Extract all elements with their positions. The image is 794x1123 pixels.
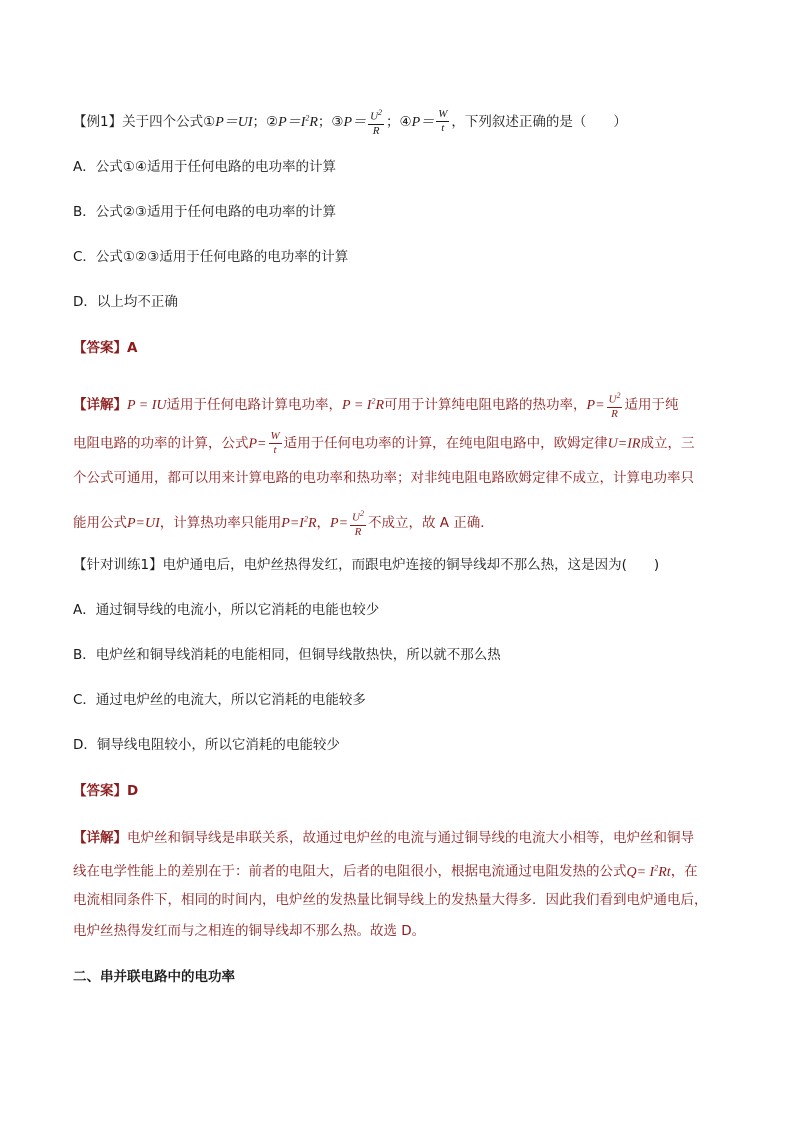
formula-1: P＝UI <box>215 114 253 130</box>
formula-3: P＝ <box>343 114 367 130</box>
training1-detail-line-4: 电炉丝热得发红而与之相连的铜导线却不那么热。故选 D。 <box>73 923 426 939</box>
example1-option-d: D．以上均不正确 <box>73 294 178 310</box>
example1-detail-line-1: 【详解】P = IU适用于任何电路计算电功率，$P = I^2R$可用于计算纯电阻电路的热功率，P= $\frac{U^2}{R}$ 适用于纯 <box>73 391 679 420</box>
formula-4: P＝ <box>411 114 435 130</box>
example1-detail-line-3: 个公式可通用，都可以用来计算电路的电功率和热功率；对非纯电阻电路欧姆定律不成立，计算电功率只 <box>73 470 694 486</box>
training1-detail-line-1: 【详解】电炉丝和铜导线是串联关系，故通过电炉丝的电流与通过铜导线的电流大小相等，电炉丝和铜导 <box>73 830 694 846</box>
example1-detail-line-4: 能用公式P=UI，计算热功率只能用$P=I^2R$，P= $\frac{U^2}{R}$ 不成立，故 A 正确． <box>73 509 494 538</box>
training1-tag: 【针对训练1】 <box>73 557 163 573</box>
example1-answer <box>73 339 137 357</box>
training1-option-b: B．电炉丝和铜导线消耗的电能相同，但铜导线散热快，所以就不那么热 <box>73 647 501 663</box>
training1-option-a: A．通过铜导线的电流小，所以它消耗的电能也较少 <box>73 602 380 618</box>
example1-question: 【例1】关于四个公式①P＝UI；$②P=I^2R$；③P＝ $\frac{U^2}{R}$ ；④P＝ $\frac{W}{t}$ ，下列叙述正确的是（ ） <box>73 108 627 137</box>
answer-tag: 【答案】 <box>73 340 127 356</box>
example1-tag: 【例1】 <box>73 113 123 130</box>
training1-option-c: C．通过电炉丝的电流大，所以它消耗的电能较多 <box>73 692 366 708</box>
detail-tag: 【详解】 <box>73 830 127 846</box>
answer-value: D <box>127 783 139 799</box>
training1-answer <box>73 782 138 800</box>
answer-tag: 【答案】 <box>73 783 127 799</box>
section-2-heading: 二、串并联电路中的电功率 <box>73 969 235 985</box>
detail-tag: 【详解】 <box>73 396 127 413</box>
example1-option-c: C．公式①②③适用于任何电路的电功率的计算 <box>73 249 349 265</box>
example1-detail-line-2: 电阻电路的功率的计算，公式P= $\frac{W}{t}$ 适用于任何电功率的计算，在纯电阻电路中，欧姆定律U=IR成立，三 <box>73 430 695 456</box>
example1-option-b: B．公式②③适用于任何电路的电功率的计算 <box>73 204 336 220</box>
formula-2: $P=I^2R$ <box>278 113 318 130</box>
training1-detail-line-3: 电流相同条件下，相同的时间内，电炉丝的发热量比铜导线上的发热量大得多．因此我们看到电炉通电后， <box>73 892 708 908</box>
formula-4-fraction: $\frac{W}{t}$ <box>438 108 448 135</box>
training1-option-d: D．铜导线电阻较小，所以它消耗的电能较少 <box>73 737 340 753</box>
example1-option-a: A．公式①④适用于任何电路的电功率的计算 <box>73 159 336 175</box>
training1-detail-line-2: 线在电学性能上的差别在于：前者的电阻大，后者的电阻很小，根据电流通过电阻发热的公式$Q= I^2Rt$，在 <box>73 863 698 880</box>
answer-value: A <box>127 340 138 356</box>
training1-question: 【针对训练1】电炉通电后，电炉丝热得发红，而跟电炉连接的铜导线却不那么热，这是因为( ) <box>73 557 660 573</box>
formula-3-fraction: $\frac{U^2}{R}$ <box>370 108 383 137</box>
